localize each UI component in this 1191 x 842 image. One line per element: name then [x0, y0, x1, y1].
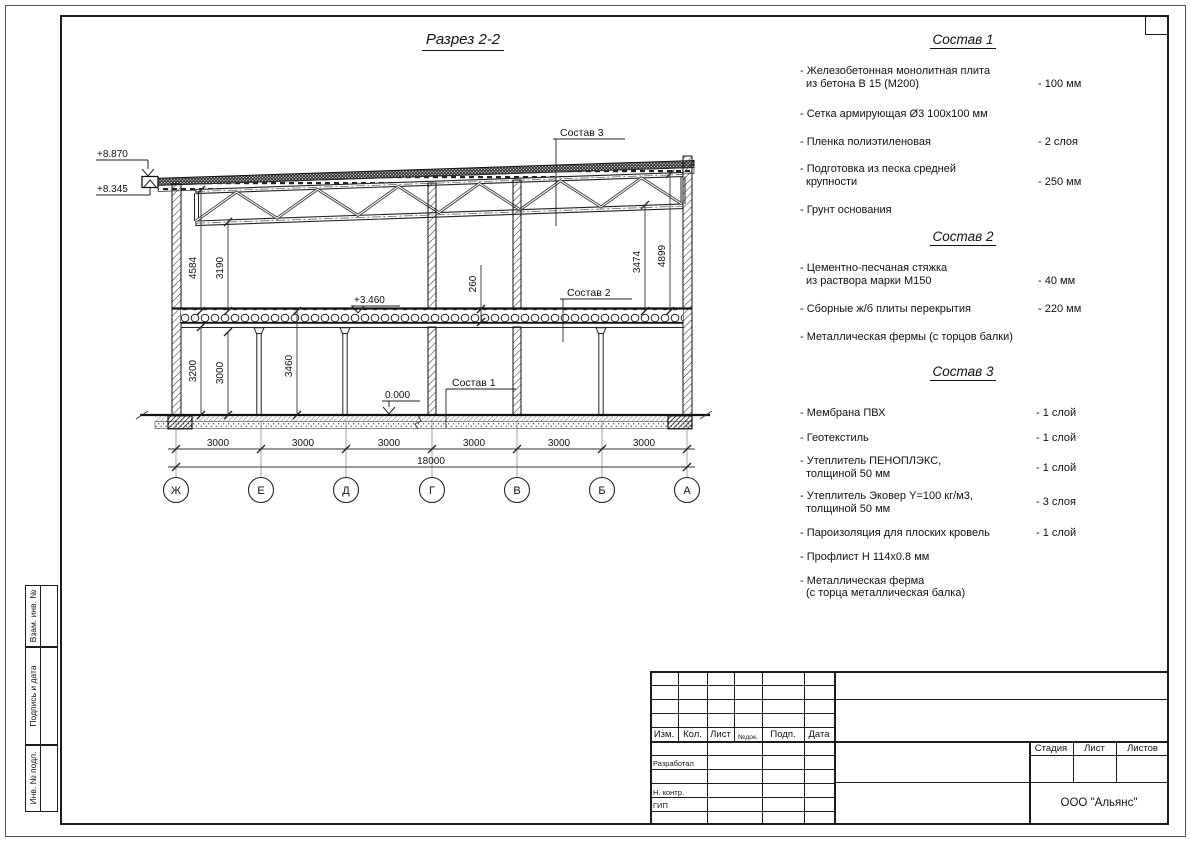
list-item-value: - 250 мм — [1038, 176, 1082, 188]
list-item-value: - 1 слой — [1036, 432, 1077, 444]
list-item: - Цементно-песчаная стяжка — [800, 262, 948, 274]
titleblock-line — [650, 713, 834, 714]
titleblock-line — [650, 811, 834, 812]
titleblock-line — [707, 671, 708, 825]
role-gip: ГИП — [653, 801, 668, 810]
list-item: - Профлист Н 114x0.8 мм — [800, 551, 930, 563]
bay-dim: 3000 — [632, 438, 656, 449]
list-item: - Геотекстиль — [800, 432, 869, 444]
axis-label: Е — [257, 485, 265, 497]
titleblock-line — [804, 671, 805, 825]
dim-3474: 3474 — [632, 250, 643, 274]
dim-3190: 3190 — [215, 256, 226, 280]
bay-dim: 3000 — [462, 438, 486, 449]
level-8345: +8.345 — [97, 184, 128, 195]
titleblock-line — [762, 671, 763, 825]
leader-sostav2: Состав 2 — [567, 287, 611, 299]
axis-label: В — [513, 485, 521, 497]
company-name: ООО "Альянс" — [1060, 797, 1138, 809]
role-nkontr: Н. контр. — [653, 788, 684, 797]
axis-label: А — [683, 485, 691, 497]
list-item: - Металлическая ферма — [800, 575, 925, 587]
total-dim-18000: 18000 — [417, 456, 445, 467]
level-8870: +8.870 — [97, 149, 128, 160]
col-data: Дата — [808, 729, 830, 740]
side-label-podpis: Подпись и дата — [28, 665, 38, 727]
list-item: толщиной 50 мм — [806, 503, 891, 515]
list-item: - Утеплитель Эковер Y=100 кг/м3, — [800, 490, 973, 502]
col-kol: Кол. — [683, 729, 702, 740]
level-0000: 0.000 — [385, 390, 411, 401]
bay-dim: 3000 — [291, 438, 315, 449]
list-item: из раствора марки М150 — [806, 275, 932, 287]
col-list2: Лист — [1084, 743, 1105, 754]
list-item-value: - 2 слоя — [1038, 136, 1079, 148]
leader-sostav3: Состав 3 — [560, 127, 604, 139]
dim-3000: 3000 — [215, 361, 226, 385]
drawing-title: Разрез 2-2 — [422, 31, 504, 51]
list-item-value: - 1 слой — [1036, 527, 1077, 539]
list-item: толщиной 50 мм — [806, 468, 891, 480]
col-ndok: №док. — [738, 734, 758, 741]
titleblock-line — [650, 755, 834, 756]
list-item: - Утеплитель ПЕНОПЛЭКС, — [800, 455, 942, 467]
level-3460: +3.460 — [354, 295, 385, 306]
list-item: - Железобетонная монолитная плита — [800, 65, 991, 77]
col-stadiya: Стадия — [1034, 743, 1068, 754]
titleblock-line — [834, 699, 1169, 700]
dim-260: 260 — [468, 275, 479, 293]
col-listov: Листов — [1127, 743, 1158, 754]
titleblock-line — [834, 671, 836, 825]
list-item: - Подготовка из песка средней — [800, 163, 956, 175]
axis-label: Ж — [170, 485, 182, 497]
bay-dim: 3000 — [206, 438, 230, 449]
list-item: - Сборные ж/б плиты перекрытия — [800, 303, 971, 315]
side-label-vzam: Взам. инв. № — [28, 589, 38, 643]
dim-3200: 3200 — [188, 359, 199, 383]
list-item: из бетона В 15 (М200) — [806, 78, 919, 90]
axis-label: Б — [598, 485, 606, 497]
list-item-value: - 3 слоя — [1036, 496, 1077, 508]
sostav3-title: Состав 3 — [930, 364, 997, 381]
side-label-inv: Инв. № подл. — [28, 751, 38, 805]
bay-dim: 3000 — [547, 438, 571, 449]
list-item: крупности — [806, 176, 858, 188]
list-item: - Металлическая фермы (с торцов балки) — [800, 331, 1013, 343]
list-item: (с торца металлическая балка) — [806, 587, 966, 599]
col-list: Лист — [710, 729, 731, 740]
list-item: - Пленка полиэтиленовая — [800, 136, 931, 148]
list-item-value: - 220 мм — [1038, 303, 1082, 315]
side-box-divider — [40, 647, 41, 745]
list-item: - Сетка армирующая Ø3 100x100 мм — [800, 108, 988, 120]
list-item-value: - 1 слой — [1036, 462, 1077, 474]
list-item-value: - 40 мм — [1038, 275, 1076, 287]
col-izm: Изм. — [653, 729, 675, 740]
titleblock-line — [650, 699, 834, 700]
list-item: - Грунт основания — [800, 204, 892, 216]
side-box-divider — [40, 745, 41, 812]
sostav2-title: Состав 2 — [930, 229, 997, 246]
axis-label: Д — [342, 485, 350, 497]
list-item-value: - 100 мм — [1038, 78, 1082, 90]
leader-sostav1: Состав 1 — [452, 377, 496, 389]
list-item: - Мембрана ПВХ — [800, 407, 886, 419]
corner-stamp-box — [1145, 15, 1169, 35]
dim-4899: 4899 — [657, 244, 668, 268]
axis-label: Г — [429, 485, 435, 497]
titleblock-line — [650, 783, 834, 784]
dim-3460: 3460 — [284, 354, 295, 378]
sostav1-title: Состав 1 — [930, 32, 997, 49]
list-item-value: - 1 слой — [1036, 407, 1077, 419]
side-box-divider — [40, 585, 41, 647]
role-razrabotal: Разработал — [653, 759, 694, 768]
titleblock-line — [650, 685, 834, 686]
col-podp: Подп. — [770, 729, 796, 740]
dim-4584: 4584 — [188, 256, 199, 280]
list-item: - Пароизоляция для плоских кровель — [800, 527, 990, 539]
bay-dim: 3000 — [377, 438, 401, 449]
